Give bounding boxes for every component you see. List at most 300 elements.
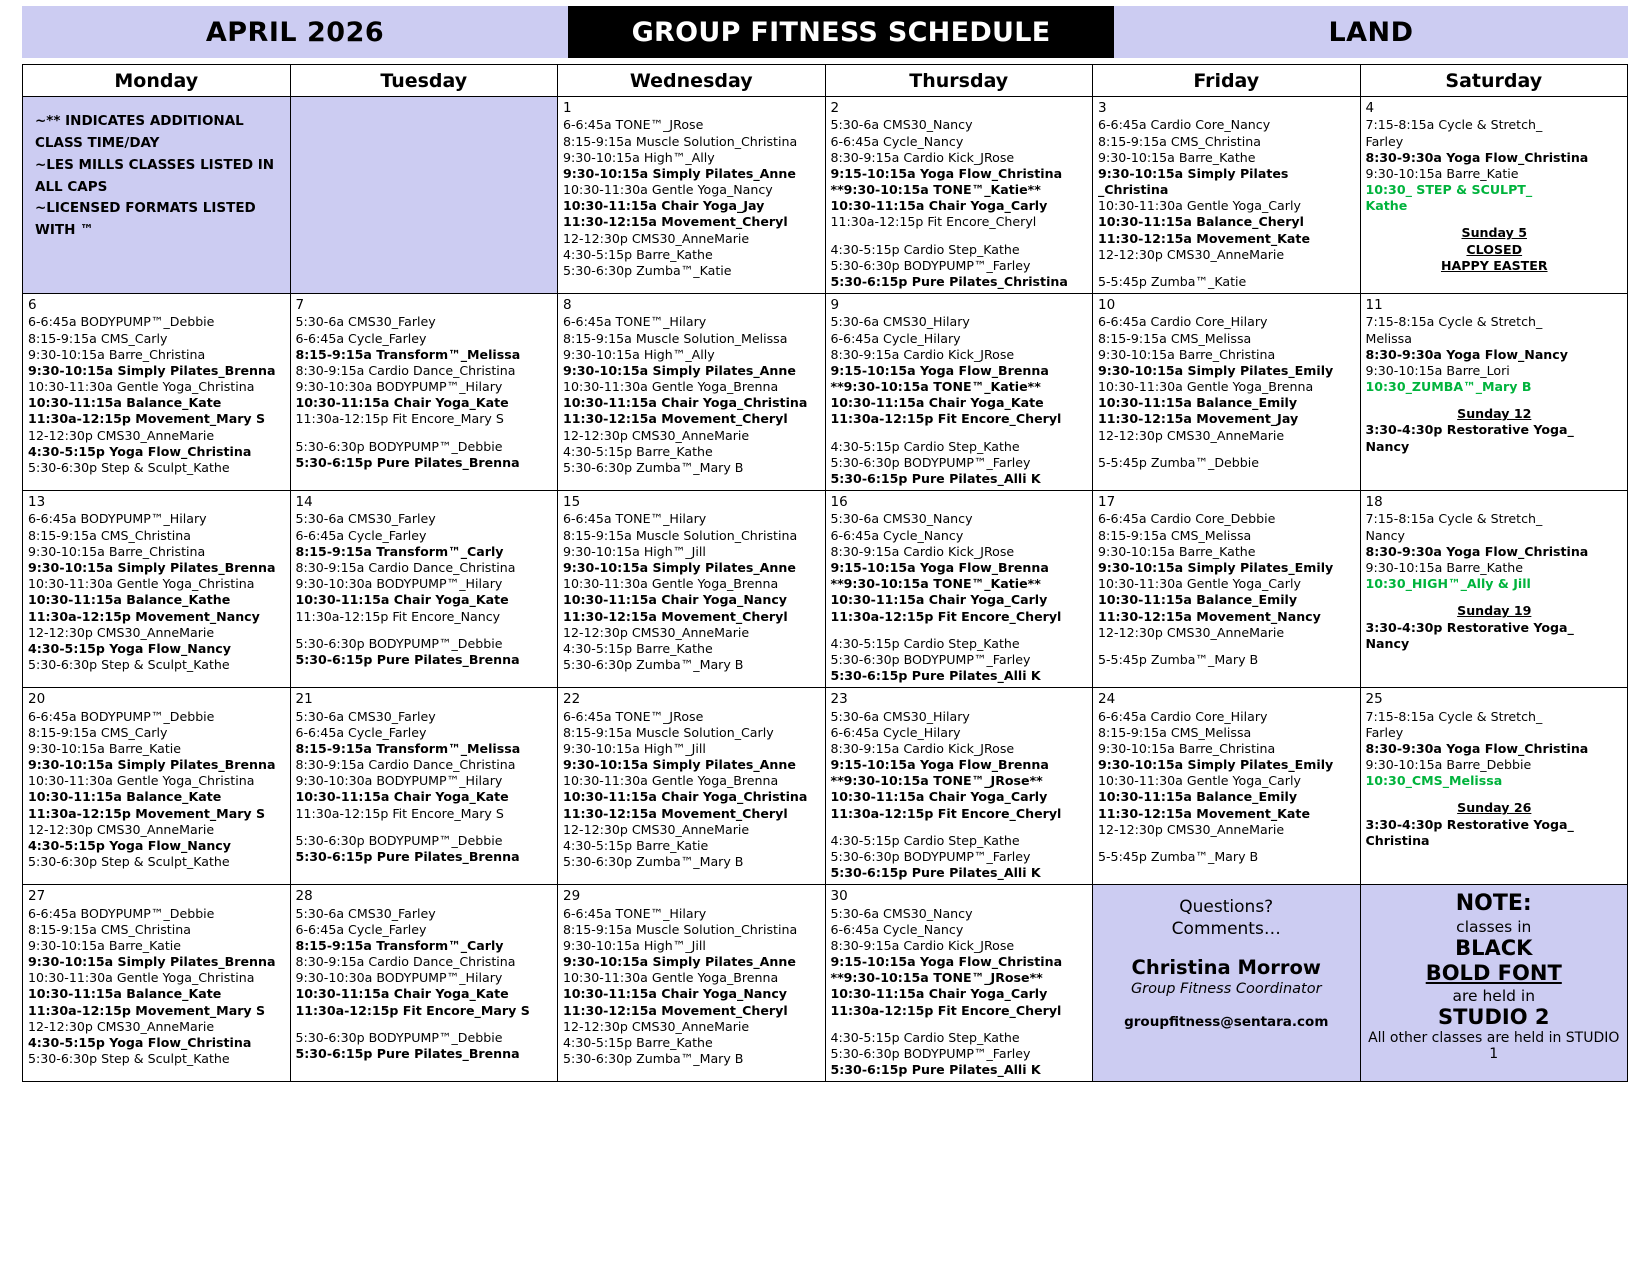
contact-email: groupfitness@sentara.com: [1124, 1014, 1329, 1031]
day-cell[interactable]: [1093, 688, 1361, 885]
class-entry: 10:30-11:30a Gentle Yoga_Brenna: [563, 379, 779, 395]
class-entry: 8:30-9:15a Cardio Kick_JRose: [830, 346, 1015, 362]
class-entry: **9:30-10:15a TONE™_Katie**: [830, 576, 1041, 592]
day-number: 11: [1365, 297, 1383, 314]
class-entry: 3:30-4:30p Restorative Yoga_: [1365, 619, 1574, 635]
calendar-week-row: [23, 294, 1628, 491]
class-entry: 8:30-9:15a Cardio Kick_JRose: [830, 740, 1015, 756]
class-entry: Nancy: [1365, 438, 1410, 454]
class-entry: 9:15-10:15a Yoga Flow_Brenna: [830, 559, 1049, 575]
class-entry: 8:15-9:15a Muscle Solution_Christina: [563, 133, 798, 149]
day-number: 7: [295, 297, 305, 314]
class-entry: 5:30-6:30p BODYPUMP™_Debbie: [295, 1029, 503, 1045]
class-entry: 10:30-11:30a Gentle Yoga_Christina: [28, 970, 255, 986]
class-entry: 9:30-10:15a Barre_Lori: [1365, 362, 1510, 378]
class-entry: 10:30_ STEP & SCULPT_: [1365, 182, 1533, 198]
day-cell[interactable]: [1093, 294, 1361, 491]
cell-spacer: [1366, 789, 1624, 800]
class-entry: 5:30-6:30p Step & Sculpt_Kathe: [28, 459, 230, 475]
class-entry: 4:30-5:15p Yoga Flow_Nancy: [28, 640, 231, 656]
class-entry: 10:30-11:15a Chair Yoga_Carly: [830, 198, 1048, 214]
class-entry: 11:30-12:15a Movement_Cheryl: [563, 608, 788, 624]
column-header-thursday: Thursday: [825, 65, 1093, 97]
day-cell[interactable]: [825, 294, 1093, 491]
day-number: 4: [1365, 100, 1375, 116]
class-entry: 11:30a-12:15p Fit Encore_Cheryl: [830, 608, 1062, 624]
class-entry: 8:15-9:15a CMS_Melissa: [1098, 527, 1252, 543]
class-entry: 5:30-6:30p BODYPUMP™_Debbie: [295, 832, 503, 848]
class-entry: 12-12:30p CMS30_AnneMarie: [1098, 821, 1285, 837]
class-entry: 10:30-11:15a Chair Yoga_Carly: [830, 986, 1048, 1002]
class-entry: 10:30-11:30a Gentle Yoga_Christina: [28, 576, 255, 592]
class-entry: 9:30-10:15a Simply Pilates_Anne: [563, 165, 796, 181]
class-entry: 8:30-9:15a Cardio Kick_JRose: [830, 543, 1015, 559]
class-entry: 6-6:45a TONE™_Hilary: [563, 314, 707, 330]
class-entry: 6-6:45a BODYPUMP™_Debbie: [28, 708, 215, 724]
day-cell[interactable]: [290, 491, 558, 688]
class-entry: 5:30-6:30p BODYPUMP™_Debbie: [295, 635, 503, 651]
class-entry: 11:30a-12:15p Fit Encore_Mary S: [295, 805, 504, 821]
class-entry: 9:30-10:15a Simply Pilates_Anne: [563, 362, 796, 378]
day-cell[interactable]: [23, 885, 291, 1082]
class-entry: 8:15-9:15a CMS_Carly: [28, 724, 168, 740]
class-entry: 11:30a-12:15p Fit Encore_Mary S: [295, 1002, 530, 1018]
cell-spacer: [831, 231, 1089, 242]
class-entry: Nancy: [1365, 635, 1410, 651]
day-number: 23: [830, 691, 848, 708]
legend-notes-cell: [23, 97, 291, 294]
class-entry: 5:30-6:30p Step & Sculpt_Kathe: [28, 657, 230, 673]
class-entry: 6-6:45a Cycle_Farley: [295, 921, 427, 937]
class-entry: 6-6:45a Cycle_Hilary: [830, 330, 961, 346]
class-entry: 10:30-11:30a Gentle Yoga_Carly: [1098, 576, 1301, 592]
class-entry: 4:30-5:15p Cardio Step_Kathe: [830, 635, 1020, 651]
note-line-other-classes: All other classes are held in STUDIO 1: [1368, 1030, 1620, 1063]
class-entry: 6-6:45a Cycle_Farley: [295, 724, 427, 740]
class-entry: 5:30-6:30p BODYPUMP™_Farley: [830, 1045, 1031, 1061]
class-entry: 10:30-11:30a Gentle Yoga_Nancy: [563, 182, 773, 198]
class-entry: 5:30-6:30p Zumba™_Mary B: [563, 657, 744, 673]
class-entry: **9:30-10:15a TONE™_JRose**: [830, 970, 1043, 986]
cell-spacer: [831, 428, 1089, 439]
class-entry: 11:30-12:15a Movement_Kate: [1098, 230, 1310, 246]
class-entry: 9:30-10:30a BODYPUMP™_Hilary: [295, 576, 503, 592]
class-entry: 5:30-6:30p Step & Sculpt_Kathe: [28, 1051, 230, 1067]
class-entry: 11:30a-12:15p Movement_Mary S: [28, 411, 266, 427]
day-cell[interactable]: [1093, 97, 1361, 294]
day-number: 30: [830, 888, 848, 905]
day-number: 28: [295, 888, 313, 905]
class-entry: 9:30-10:15a High™_Ally: [563, 346, 715, 362]
day-cell[interactable]: [1360, 294, 1628, 491]
class-entry: 5:30-6:15p Pure Pilates_Alli K: [830, 1062, 1041, 1078]
day-number: 3: [1098, 100, 1107, 116]
day-cell[interactable]: [558, 294, 826, 491]
class-entry: 8:15-9:15a CMS_Melissa: [1098, 330, 1252, 346]
class-entry: 10:30-11:15a Chair Yoga_Nancy: [563, 986, 788, 1002]
day-cell[interactable]: [1360, 688, 1628, 885]
class-entry: 10:30-11:15a Balance_Kate: [28, 395, 222, 411]
class-entry: 4:30-5:15p Cardio Step_Kathe: [830, 438, 1020, 454]
class-entry: 8:15-9:15a Muscle Solution_Christina: [563, 921, 798, 937]
class-entry: 8:15-9:15a Transform™_Melissa: [295, 740, 521, 756]
cell-spacer: [296, 625, 554, 636]
day-number: 24: [1098, 691, 1116, 708]
class-entry: 11:30a-12:15p Fit Encore_Cheryl: [830, 411, 1062, 427]
class-entry: 8:30-9:30a Yoga Flow_Christina: [1365, 543, 1589, 559]
class-entry: 9:30-10:15a Barre_Kathe: [1098, 149, 1256, 165]
class-entry: 9:30-10:15a Barre_Katie: [28, 740, 182, 756]
class-entry: 10:30-11:15a Chair Yoga_Carly: [830, 789, 1048, 805]
column-header-friday: Friday: [1093, 65, 1361, 97]
class-entry: 9:30-10:15a Simply Pilates_Emily: [1098, 362, 1334, 378]
class-entry: 9:30-10:15a Barre_Christina: [28, 543, 206, 559]
class-entry: 7:15-8:15a Cycle & Stretch_: [1365, 314, 1543, 330]
day-cell[interactable]: [825, 885, 1093, 1082]
class-entry: 6-6:45a TONE™_JRose: [563, 117, 704, 133]
class-entry: 10:30-11:15a Chair Yoga_Carly: [830, 592, 1048, 608]
class-entry: 12-12:30p CMS30_AnneMarie: [563, 821, 750, 837]
class-entry: 9:30-10:15a Barre_Katie: [1365, 165, 1519, 181]
class-entry: 5:30-6:30p Zumba™_Mary B: [563, 1051, 744, 1067]
class-entry: 4:30-5:15p Barre_Kathe: [563, 640, 713, 656]
class-entry: 10:30-11:15a Balance_Cheryl: [1098, 214, 1304, 230]
day-number: 29: [563, 888, 581, 905]
class-entry: 8:15-9:15a CMS_Carly: [28, 330, 168, 346]
class-entry: 9:30-10:15a Simply Pilates_Emily: [1098, 757, 1334, 773]
class-entry: 11:30-12:15a Movement_Cheryl: [563, 805, 788, 821]
day-number: 15: [563, 494, 581, 511]
class-entry: 5:30-6:15p Pure Pilates_Brenna: [295, 651, 520, 667]
class-entry: 5:30-6a CMS30_Farley: [295, 905, 436, 921]
class-entry: 7:15-8:15a Cycle & Stretch_: [1365, 117, 1543, 133]
class-entry: 11:30a-12:15p Fit Encore_Nancy: [295, 608, 501, 624]
day-cell[interactable]: [825, 97, 1093, 294]
class-entry: 10:30_ZUMBA™_Mary B: [1365, 379, 1532, 395]
class-entry: 10:30_CMS_Melissa: [1365, 773, 1503, 789]
class-entry: 9:30-10:15a High™_Jill: [563, 740, 706, 756]
day-cell[interactable]: [1360, 491, 1628, 688]
day-number: 20: [28, 691, 46, 708]
cell-spacer: [1366, 592, 1624, 603]
note-title: NOTE:: [1455, 891, 1532, 917]
day-cell[interactable]: [825, 491, 1093, 688]
day-cell[interactable]: [825, 688, 1093, 885]
day-number: 16: [830, 494, 848, 511]
class-entry: 9:30-10:15a Simply Pilates_Brenna: [28, 954, 276, 970]
note-line-studio2: STUDIO 2: [1437, 1005, 1550, 1030]
class-entry: Sunday 5: [1461, 225, 1527, 241]
day-cell[interactable]: [1093, 491, 1361, 688]
class-entry: 6-6:45a Cycle_Nancy: [830, 921, 964, 937]
class-entry: 5:30-6:30p Zumba™_Katie: [563, 262, 732, 278]
class-entry: 10:30-11:30a Gentle Yoga_Brenna: [1098, 379, 1314, 395]
class-entry: 6-6:45a Cycle_Farley: [295, 527, 427, 543]
class-entry: 10:30_HIGH™_Ally & Jill: [1365, 576, 1531, 592]
class-entry: 9:30-10:15a Barre_Debbie: [1365, 757, 1532, 773]
class-entry: 5:30-6:15p Pure Pilates_Christina: [830, 273, 1068, 289]
contact-questions-label: Questions?: [1179, 897, 1274, 918]
class-entry: 4:30-5:15p Yoga Flow_Christina: [28, 1034, 252, 1050]
location-title: LAND: [1114, 6, 1628, 58]
cell-spacer: [831, 1019, 1089, 1030]
class-entry: 5:30-6a CMS30_Farley: [295, 314, 436, 330]
class-entry: 7:15-8:15a Cycle & Stretch_: [1365, 511, 1543, 527]
class-entry: 4:30-5:15p Barre_Kathe: [563, 443, 713, 459]
class-entry: 10:30-11:15a Chair Yoga_Kate: [295, 395, 509, 411]
class-entry: 8:30-9:30a Yoga Flow_Christina: [1365, 149, 1589, 165]
class-entry: 12-12:30p CMS30_AnneMarie: [1098, 246, 1285, 262]
class-entry: 5:30-6a CMS30_Nancy: [830, 905, 973, 921]
class-entry: 11:30a-12:15p Movement_Mary S: [28, 805, 266, 821]
class-entry: 9:30-10:15a Barre_Kathe: [1365, 559, 1524, 575]
day-number: 25: [1365, 691, 1383, 708]
day-cell[interactable]: [290, 885, 558, 1082]
cell-spacer: [1366, 214, 1624, 225]
calendar-week-row: [23, 688, 1628, 885]
legend-line: ~LES MILLS CLASSES LISTED IN ALL CAPS: [35, 156, 275, 195]
class-entry: 6-6:45a TONE™_Hilary: [563, 905, 707, 921]
class-entry: 4:30-5:15p Barre_Kathe: [563, 1034, 713, 1050]
class-entry: 9:30-10:15a Barre_Christina: [1098, 346, 1276, 362]
day-number: 10: [1098, 297, 1116, 314]
day-cell[interactable]: [290, 294, 558, 491]
class-entry: 6-6:45a Cardio Core_Nancy: [1098, 117, 1271, 133]
day-cell[interactable]: [558, 97, 826, 294]
column-header-monday: Monday: [23, 65, 291, 97]
day-number: 27: [28, 888, 46, 905]
weekday-header-row: [23, 65, 1628, 97]
class-entry: 10:30-11:30a Gentle Yoga_Brenna: [563, 773, 779, 789]
class-entry: 9:30-10:15a High™_Jill: [563, 543, 706, 559]
day-cell[interactable]: [23, 294, 291, 491]
class-entry: 9:30-10:15a Barre_Katie: [28, 937, 182, 953]
class-entry: Christina: [1365, 832, 1430, 848]
contact-role: Group Fitness Coordinator: [1130, 981, 1322, 998]
class-entry: 5:30-6:15p Pure Pilates_Alli K: [830, 668, 1041, 684]
class-entry: 12-12:30p CMS30_AnneMarie: [1098, 624, 1285, 640]
class-entry: 10:30-11:15a Balance_Kate: [28, 986, 222, 1002]
day-number: 13: [28, 494, 46, 511]
class-entry: 11:30-12:15a Movement_Jay: [1098, 411, 1299, 427]
day-number: 14: [295, 494, 313, 511]
day-number: 17: [1098, 494, 1116, 511]
class-entry: 9:30-10:15a Barre_Kathe: [1098, 543, 1256, 559]
class-entry: 10:30-11:15a Chair Yoga_Kate: [830, 395, 1044, 411]
class-entry: 4:30-5:15p Yoga Flow_Christina: [28, 443, 252, 459]
class-entry: Sunday 19: [1457, 603, 1532, 619]
cell-spacer: [1366, 395, 1624, 406]
day-number: 18: [1365, 494, 1383, 511]
cell-spacer: [1098, 263, 1356, 274]
class-entry: 8:30-9:15a Cardio Dance_Christina: [295, 362, 516, 378]
calendar-week-row: [23, 885, 1628, 1082]
class-entry: Farley: [1365, 133, 1404, 149]
class-entry: 6-6:45a TONE™_Hilary: [563, 511, 707, 527]
class-entry: 5:30-6:15p Pure Pilates_Brenna: [295, 848, 520, 864]
empty-day-cell: [290, 97, 558, 294]
note-line-are-held-in: are held in: [1452, 986, 1536, 1005]
class-entry: 8:15-9:15a Transform™_Carly: [295, 937, 504, 953]
cell-spacer: [296, 1019, 554, 1030]
class-entry: 9:30-10:15a High™_Jill: [563, 937, 706, 953]
class-entry: 10:30-11:15a Balance_Kate: [28, 789, 222, 805]
day-cell[interactable]: [23, 688, 291, 885]
class-entry: 9:30-10:15a Simply Pilates_Brenna: [28, 362, 276, 378]
class-entry: 9:30-10:15a Barre_Christina: [28, 346, 206, 362]
class-entry: 6-6:45a Cycle_Nancy: [830, 133, 964, 149]
class-entry: 9:15-10:15a Yoga Flow_Christina: [830, 954, 1063, 970]
class-entry: 6-6:45a Cycle_Farley: [295, 330, 427, 346]
class-entry: 8:30-9:15a Cardio Dance_Christina: [295, 559, 516, 575]
class-entry: 9:30-10:15a Simply Pilates_Anne: [563, 757, 796, 773]
day-number: 21: [295, 691, 313, 708]
class-entry: 8:30-9:15a Cardio Dance_Christina: [295, 954, 516, 970]
class-entry: 10:30-11:15a Balance_Kathe: [28, 592, 231, 608]
day-cell[interactable]: [558, 688, 826, 885]
class-entry: Nancy: [1365, 527, 1405, 543]
class-entry: 6-6:45a BODYPUMP™_Debbie: [28, 314, 215, 330]
note-line-black: BLACK: [1455, 936, 1533, 961]
class-entry: 6-6:45a Cardio Core_Debbie: [1098, 511, 1276, 527]
class-entry: 9:30-10:30a BODYPUMP™_Hilary: [295, 970, 503, 986]
contact-name: Christina Morrow: [1131, 955, 1321, 979]
class-entry: 8:15-9:15a Transform™_Carly: [295, 543, 504, 559]
day-cell[interactable]: [558, 491, 826, 688]
class-entry: 8:15-9:15a Muscle Solution_Melissa: [563, 330, 788, 346]
contact-box: [1093, 885, 1361, 1082]
class-entry: 11:30a-12:15p Movement_Nancy: [28, 608, 260, 624]
class-entry: 8:15-9:15a Muscle Solution_Christina: [563, 527, 798, 543]
class-entry: 12-12:30p CMS30_AnneMarie: [28, 624, 215, 640]
class-entry: **9:30-10:15a TONE™_JRose**: [830, 773, 1043, 789]
studio-note-box: [1360, 885, 1628, 1082]
class-entry: 5:30-6:30p BODYPUMP™_Farley: [830, 257, 1031, 273]
class-entry: 9:15-10:15a Yoga Flow_Brenna: [830, 757, 1049, 773]
class-entry: 3:30-4:30p Restorative Yoga_: [1365, 816, 1574, 832]
class-entry: 6-6:45a Cardio Core_Hilary: [1098, 708, 1268, 724]
class-entry: 12-12:30p CMS30_AnneMarie: [563, 1018, 750, 1034]
day-number: 8: [563, 297, 572, 314]
class-entry: 8:30-9:15a Cardio Dance_Christina: [295, 757, 516, 773]
note-line-classes-in: classes in: [1456, 917, 1532, 936]
cell-spacer: [1098, 838, 1356, 849]
class-entry: 12-12:30p CMS30_AnneMarie: [563, 427, 750, 443]
class-entry: Sunday 26: [1457, 800, 1532, 816]
class-entry: 12-12:30p CMS30_AnneMarie: [28, 427, 215, 443]
class-entry: 10:30-11:15a Chair Yoga_Christina: [563, 789, 808, 805]
class-entry: 12-12:30p CMS30_AnneMarie: [28, 821, 215, 837]
class-entry: 10:30-11:15a Chair Yoga_Kate: [295, 789, 509, 805]
class-entry: 8:15-9:15a CMS_Melissa: [1098, 724, 1252, 740]
legend-line: ~LICENSED FORMATS LISTED WITH ™: [35, 200, 256, 239]
class-entry: 5:30-6a CMS30_Farley: [295, 511, 436, 527]
class-entry: 6-6:45a Cycle_Hilary: [830, 724, 961, 740]
class-entry: Farley: [1365, 724, 1404, 740]
class-entry: 9:30-10:15a Simply Pilates_Anne: [563, 559, 796, 575]
contact-comments-label: Comments…: [1171, 918, 1281, 939]
cell-spacer: [1098, 641, 1356, 652]
class-entry: 11:30-12:15a Movement_Cheryl: [563, 214, 788, 230]
class-entry: HAPPY EASTER: [1440, 257, 1548, 273]
class-entry: 9:30-10:15a Simply Pilates_Brenna: [28, 559, 276, 575]
column-header-tuesday: Tuesday: [290, 65, 558, 97]
class-entry: Kathe: [1365, 198, 1408, 214]
class-entry: 8:30-9:30a Yoga Flow_Nancy: [1365, 346, 1568, 362]
page-header: [22, 6, 1628, 58]
class-entry: 10:30-11:30a Gentle Yoga_Christina: [28, 379, 255, 395]
class-entry: 4:30-5:15p Cardio Step_Kathe: [830, 241, 1020, 257]
class-entry: 10:30-11:30a Gentle Yoga_Christina: [28, 773, 255, 789]
class-entry: 6-6:45a BODYPUMP™_Debbie: [28, 905, 215, 921]
cell-spacer: [831, 822, 1089, 833]
class-entry: 10:30-11:30a Gentle Yoga_Carly: [1098, 773, 1301, 789]
class-entry: 8:15-9:15a CMS_Christina: [28, 527, 191, 543]
class-entry: 10:30-11:15a Chair Yoga_Christina: [563, 395, 808, 411]
class-entry: _Christina: [1098, 182, 1169, 198]
class-entry: 5:30-6:30p BODYPUMP™_Farley: [830, 454, 1031, 470]
class-entry: 6-6:45a TONE™_JRose: [563, 708, 704, 724]
day-cell[interactable]: [23, 491, 291, 688]
class-entry: 5:30-6:30p BODYPUMP™_Farley: [830, 848, 1031, 864]
class-entry: 5:30-6a CMS30_Hilary: [830, 708, 970, 724]
class-entry: 7:15-8:15a Cycle & Stretch_: [1365, 708, 1543, 724]
class-entry: 12-12:30p CMS30_AnneMarie: [28, 1018, 215, 1034]
class-entry: 8:15-9:15a CMS_Christina: [28, 921, 191, 937]
class-entry: 5:30-6:30p Step & Sculpt_Kathe: [28, 854, 230, 870]
class-entry: 11:30a-12:15p Fit Encore_Cheryl: [830, 1002, 1062, 1018]
day-cell[interactable]: [558, 885, 826, 1082]
calendar-week-row: [23, 97, 1628, 294]
class-entry: 10:30-11:15a Balance_Emily: [1098, 395, 1298, 411]
class-entry: 9:15-10:15a Yoga Flow_Brenna: [830, 362, 1049, 378]
day-number: 1: [563, 100, 572, 116]
class-entry: 10:30-11:30a Gentle Yoga_Brenna: [563, 576, 779, 592]
day-cell[interactable]: [290, 688, 558, 885]
legend-line: ~** INDICATES ADDITIONAL CLASS TIME/DAY: [35, 113, 244, 151]
class-entry: Sunday 12: [1457, 406, 1532, 422]
schedule-title: GROUP FITNESS SCHEDULE: [568, 6, 1114, 58]
class-entry: 11:30a-12:15p Fit Encore_Mary S: [295, 411, 504, 427]
class-entry: 6-6:45a Cardio Core_Hilary: [1098, 314, 1268, 330]
class-entry: CLOSED: [1466, 241, 1523, 257]
day-cell[interactable]: [1360, 97, 1628, 294]
class-entry: 9:15-10:15a Yoga Flow_Christina: [830, 165, 1063, 181]
class-entry: 11:30-12:15a Movement_Nancy: [1098, 608, 1321, 624]
calendar-week-row: [23, 491, 1628, 688]
class-entry: 8:15-9:15a CMS_Christina: [1098, 133, 1261, 149]
class-entry: 8:30-9:15a Cardio Kick_JRose: [830, 149, 1015, 165]
class-entry: 10:30-11:30a Gentle Yoga_Carly: [1098, 198, 1301, 214]
class-entry: **9:30-10:15a TONE™_Katie**: [830, 379, 1041, 395]
class-entry: **9:30-10:15a TONE™_Katie**: [830, 182, 1041, 198]
class-entry: 4:30-5:15p Cardio Step_Kathe: [830, 832, 1020, 848]
class-entry: 5:30-6a CMS30_Nancy: [830, 511, 973, 527]
class-entry: 9:30-10:15a Simply Pilates_Anne: [563, 954, 796, 970]
class-entry: 9:30-10:30a BODYPUMP™_Hilary: [295, 773, 503, 789]
class-entry: 12-12:30p CMS30_AnneMarie: [563, 624, 750, 640]
class-entry: 5:30-6a CMS30_Hilary: [830, 314, 970, 330]
month-title: APRIL 2026: [22, 6, 568, 58]
class-entry: 3:30-4:30p Restorative Yoga_: [1365, 422, 1574, 438]
class-entry: 10:30-11:15a Chair Yoga_Kate: [295, 592, 509, 608]
class-entry: 5:30-6:15p Pure Pilates_Brenna: [295, 454, 520, 470]
class-entry: 5-5:45p Zumba™_Mary B: [1098, 651, 1259, 667]
class-entry: 5:30-6:15p Pure Pilates_Alli K: [830, 865, 1041, 881]
class-entry: 8:15-9:15a Transform™_Melissa: [295, 346, 521, 362]
class-entry: 5:30-6:30p Zumba™_Mary B: [563, 459, 744, 475]
class-entry: 5-5:45p Zumba™_Debbie: [1098, 454, 1259, 470]
